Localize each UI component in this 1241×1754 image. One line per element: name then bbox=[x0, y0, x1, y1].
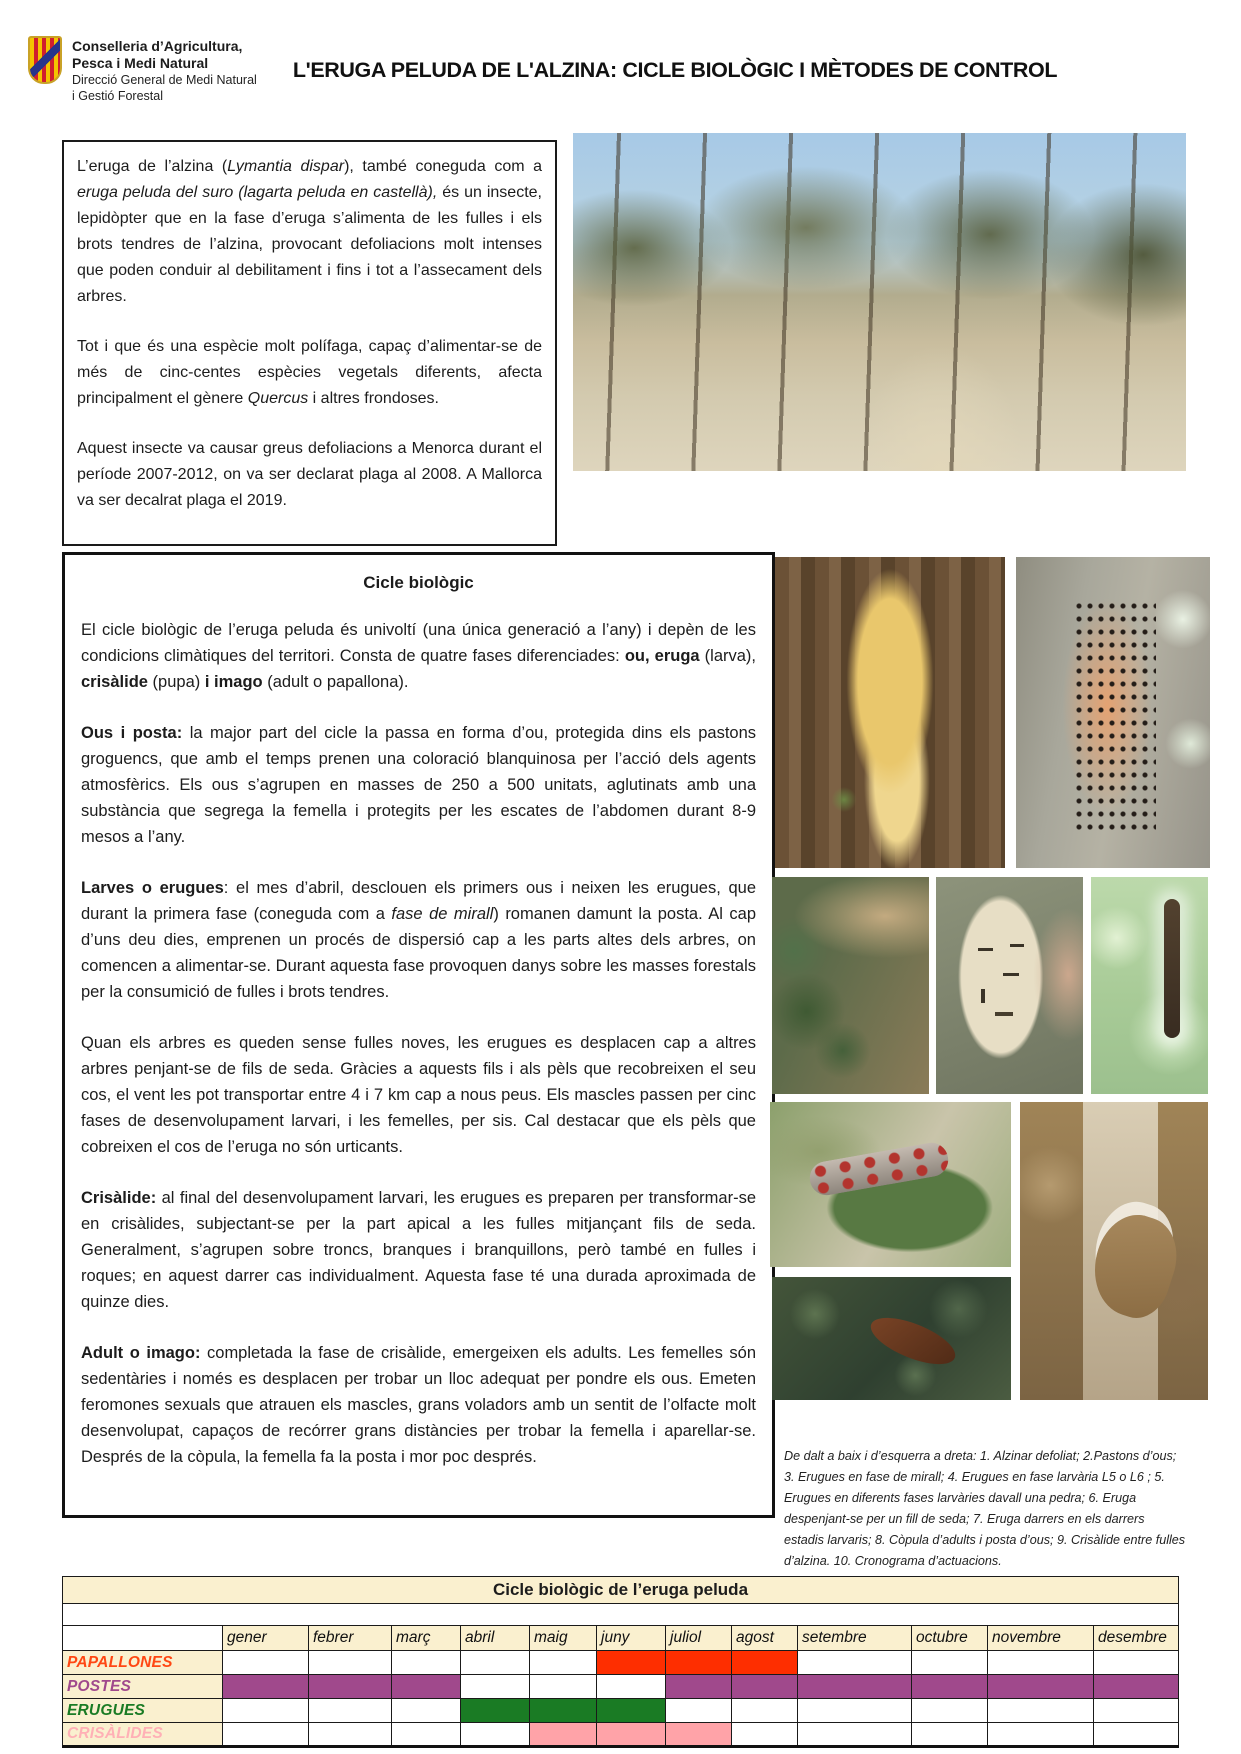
phase-cell-octubre bbox=[912, 1675, 988, 1699]
phase-cell-novembre bbox=[988, 1723, 1094, 1747]
phase-cell-abril bbox=[461, 1699, 530, 1723]
paragraph: Adult o imago: completada la fase de crisàlide, emergeixen els adults. Les femelles són sedentàries i només es desplacen per trobar un lloc adequat per pondre els ous. Emeten feromones sexuals que atrauen els mascles, grans voladors amb un sentit de l’olfacte molt desenvolupat, capaços de recórrer grans distàncies per trobar la femella i aparellar-se. Després de la còpula, la femella fa la posta i mor poc després. bbox=[81, 1344, 756, 1466]
phase-cell-desembre bbox=[1094, 1651, 1179, 1675]
phase-cell-juny bbox=[597, 1723, 666, 1747]
phase-cell-febrer bbox=[309, 1651, 392, 1675]
phase-cell-gener bbox=[223, 1723, 309, 1747]
phase-cell-agost bbox=[732, 1723, 798, 1747]
phase-cell-febrer bbox=[309, 1723, 392, 1747]
phase-cell-novembre bbox=[988, 1675, 1094, 1699]
photo-eruga-darrers-estadis bbox=[770, 1102, 1011, 1267]
table-title: Cicle biològic de l’eruga peluda bbox=[63, 1577, 1179, 1604]
photo-erugues-davall-pedra bbox=[936, 877, 1083, 1094]
phase-cell-febrer bbox=[309, 1675, 392, 1699]
photo-eruga-fil-de-seda bbox=[1091, 877, 1208, 1094]
phase-cell-abril bbox=[461, 1651, 530, 1675]
org-name-block bbox=[72, 36, 257, 104]
paragraph: El cicle biològic de l’eruga peluda és univoltí (una única generació a l’any) i depèn de les condicions climàtiques del territori. Consta de quatre fases diferenciades: ou, eruga (larva), crisàlide (pupa) i imago (adult o papallona). bbox=[81, 621, 757, 691]
phase-cell-març bbox=[392, 1699, 461, 1723]
phase-cell-juliol bbox=[666, 1723, 732, 1747]
phase-cell-juliol bbox=[666, 1675, 732, 1699]
phase-label: CRISÀLIDES bbox=[63, 1723, 223, 1747]
phase-cell-novembre bbox=[988, 1651, 1094, 1675]
org-subname-line: i Gestió Forestal bbox=[72, 89, 164, 103]
month-header: abril bbox=[461, 1626, 530, 1651]
paragraph: Tot i que és una espècie molt polífaga, capaç d’alimentar-se de més de cinc-centes espècies vegetals diferents, afecta principalment el gènere Quercus i altres frondoses. bbox=[77, 338, 542, 407]
phase-cell-desembre bbox=[1094, 1699, 1179, 1723]
balearic-shield-icon bbox=[28, 36, 62, 84]
photo-caption: De dalt a baix i d’esquerra a dreta: 1. Alzinar defoliat; 2.Pastons d’ous; 3. Erugues en fase de mirall; 4. Erugues en fase larvària L5 o L6 ; 5. Erugues en diferents fases larvàries davall una pedra; 6. Eruga despenjant-se per un fill de seda; 7. Eruga darrers en els darrers estadis larvaris; 8. Còpula d’adults i posta d’ous; 9. Crisàlide entre fulles d’alzina. 10. Cronograma d’actuacions. bbox=[784, 1449, 1186, 1568]
phase-cell-setembre bbox=[798, 1675, 912, 1699]
phase-cell-març bbox=[392, 1675, 461, 1699]
phase-cell-juny bbox=[597, 1651, 666, 1675]
table-spacer bbox=[63, 1604, 1179, 1626]
month-header: setembre bbox=[798, 1626, 912, 1651]
phase-cell-gener bbox=[223, 1651, 309, 1675]
month-header: agost bbox=[732, 1626, 798, 1651]
phase-cell-setembre bbox=[798, 1699, 912, 1723]
phase-cell-abril bbox=[461, 1723, 530, 1747]
phase-cell-setembre bbox=[798, 1723, 912, 1747]
paragraph: Aquest insecte va causar greus defoliacions a Menorca durant el període 2007-2012, on va ser declarat plaga al 2008. A Mallorca va ser decalrat plaga el 2019. bbox=[77, 440, 542, 509]
section-heading: Cicle biològic bbox=[363, 573, 474, 592]
phase-cell-maig bbox=[530, 1675, 597, 1699]
phase-cell-gener bbox=[223, 1699, 309, 1723]
phase-cell-març bbox=[392, 1723, 461, 1747]
phase-cell-agost bbox=[732, 1699, 798, 1723]
month-header: desembre bbox=[1094, 1626, 1179, 1651]
month-header: maig bbox=[530, 1626, 597, 1651]
month-header: juliol bbox=[666, 1626, 732, 1651]
paragraph: Quan els arbres es queden sense fulles noves, les erugues es desplacen cap a altres arbres penjant-se de fils de seda. Gràcies a aquests fils i als pèls que recobreixen el seu cos, el vent les pot transportar entre 4 i 7 km cap a nous peus. Els mascles passen per cinc fases de desenvolupament larvari, i les femelles, per sis. Cal destacar que els pèls que cobreixen el cos de l’eruga no són urticants. bbox=[81, 1034, 756, 1156]
phase-cell-juny bbox=[597, 1675, 666, 1699]
photo-erugues-larvaria-l5-l6 bbox=[772, 877, 929, 1094]
phase-cell-maig bbox=[530, 1651, 597, 1675]
month-header: març bbox=[392, 1626, 461, 1651]
org-name-line: Pesca i Medi Natural bbox=[72, 55, 209, 71]
month-header: octubre bbox=[912, 1626, 988, 1651]
photo-copula-adults bbox=[1020, 1102, 1208, 1400]
phase-cell-octubre bbox=[912, 1699, 988, 1723]
phase-cell-gener bbox=[223, 1675, 309, 1699]
phase-cell-febrer bbox=[309, 1699, 392, 1723]
phase-cell-agost bbox=[732, 1675, 798, 1699]
phase-cell-octubre bbox=[912, 1651, 988, 1675]
phase-cell-maig bbox=[530, 1699, 597, 1723]
photo-pastons-ous bbox=[775, 557, 1005, 868]
phase-cell-desembre bbox=[1094, 1723, 1179, 1747]
paragraph: L’eruga de l’alzina (Lymantia dispar), també coneguda com a eruga peluda del suro (lagarta peluda en castellà), és un insecte, lepidòpter que en la fase d’eruga s’alimenta de les fulles i els brots tendres de l’alzina, provocant defoliacions molt intenses que poden conduir al debilitament i fins i tot a l’assecament dels arbres. bbox=[77, 158, 543, 305]
phase-cell-juny bbox=[597, 1699, 666, 1723]
phase-label: ERUGUES bbox=[63, 1699, 223, 1723]
photo-erugues-fase-mirall bbox=[1016, 557, 1210, 868]
phase-label: POSTES bbox=[63, 1675, 223, 1699]
cycle-table bbox=[62, 1576, 1179, 1748]
photo-crisalide-fulles bbox=[772, 1277, 1011, 1400]
cycle-table-section bbox=[62, 1576, 1179, 1748]
page-title: L'ERUGA PELUDA DE L'ALZINA: CICLE BIOLÒGIC I MÈTODES DE CONTROL bbox=[292, 58, 1058, 82]
table-corner-cell bbox=[63, 1626, 223, 1651]
phase-cell-agost bbox=[732, 1651, 798, 1675]
phase-cell-desembre bbox=[1094, 1675, 1179, 1699]
phase-cell-març bbox=[392, 1651, 461, 1675]
government-logo bbox=[28, 36, 257, 104]
phase-cell-octubre bbox=[912, 1723, 988, 1747]
org-subname-line: Direcció General de Medi Natural bbox=[72, 73, 257, 87]
month-header: novembre bbox=[988, 1626, 1094, 1651]
photo-alzinar-defoliat bbox=[573, 133, 1186, 471]
phase-cell-abril bbox=[461, 1675, 530, 1699]
phase-cell-setembre bbox=[798, 1651, 912, 1675]
phase-cell-juliol bbox=[666, 1651, 732, 1675]
paragraph: Ous i posta: la major part del cicle la passa en forma d’ou, protegida dins els pastons groguencs, que amb el temps prenen una coloració blanquinosa per l’acció dels agents atmosfèrics. Els ous s’agrupen en masses de 250 a 500 unitats, aglutinats amb una substància que segrega la femella i protegits per les escates de l’abdomen durant 8-9 mesos a l’any. bbox=[81, 724, 757, 846]
section-body bbox=[81, 617, 756, 1470]
month-header: juny bbox=[597, 1626, 666, 1651]
paragraph: Crisàlide: al final del desenvolupament larvari, les erugues es preparen per transformar-se en crisàlides, subjectant-se per la part apical a les fulles mitjançant fils de seda. Generalment, s’agrupen sobre troncs, branques i branquillons, però també en fulles i roques; en aquest darrer cas individualment. Aquesta fase té una durada aproximada de quinze dies. bbox=[81, 1189, 756, 1311]
phase-cell-maig bbox=[530, 1723, 597, 1747]
month-header: gener bbox=[223, 1626, 309, 1651]
paragraph: Larves o erugues: el mes d’abril, desclouen els primers ous i neixen les erugues, que durant la primera fase (coneguda com a fase de mirall) romanen damunt la posta. Al cap d’uns deu dies, emprenen un procés de dispersió cap a les parts altes dels arbres, on comencen a alimentar-se. Durant aquesta fase provoquen danys sobre les masses forestals per la consumició de fulles i brots tendres. bbox=[81, 879, 757, 1001]
phase-cell-novembre bbox=[988, 1699, 1094, 1723]
org-name-line: Conselleria d’Agricultura, bbox=[72, 38, 243, 54]
phase-cell-juliol bbox=[666, 1699, 732, 1723]
intro-text-box bbox=[62, 140, 557, 546]
month-header: febrer bbox=[309, 1626, 392, 1651]
phase-label: PAPALLONES bbox=[63, 1651, 223, 1675]
cicle-biologic-box bbox=[62, 552, 775, 1518]
